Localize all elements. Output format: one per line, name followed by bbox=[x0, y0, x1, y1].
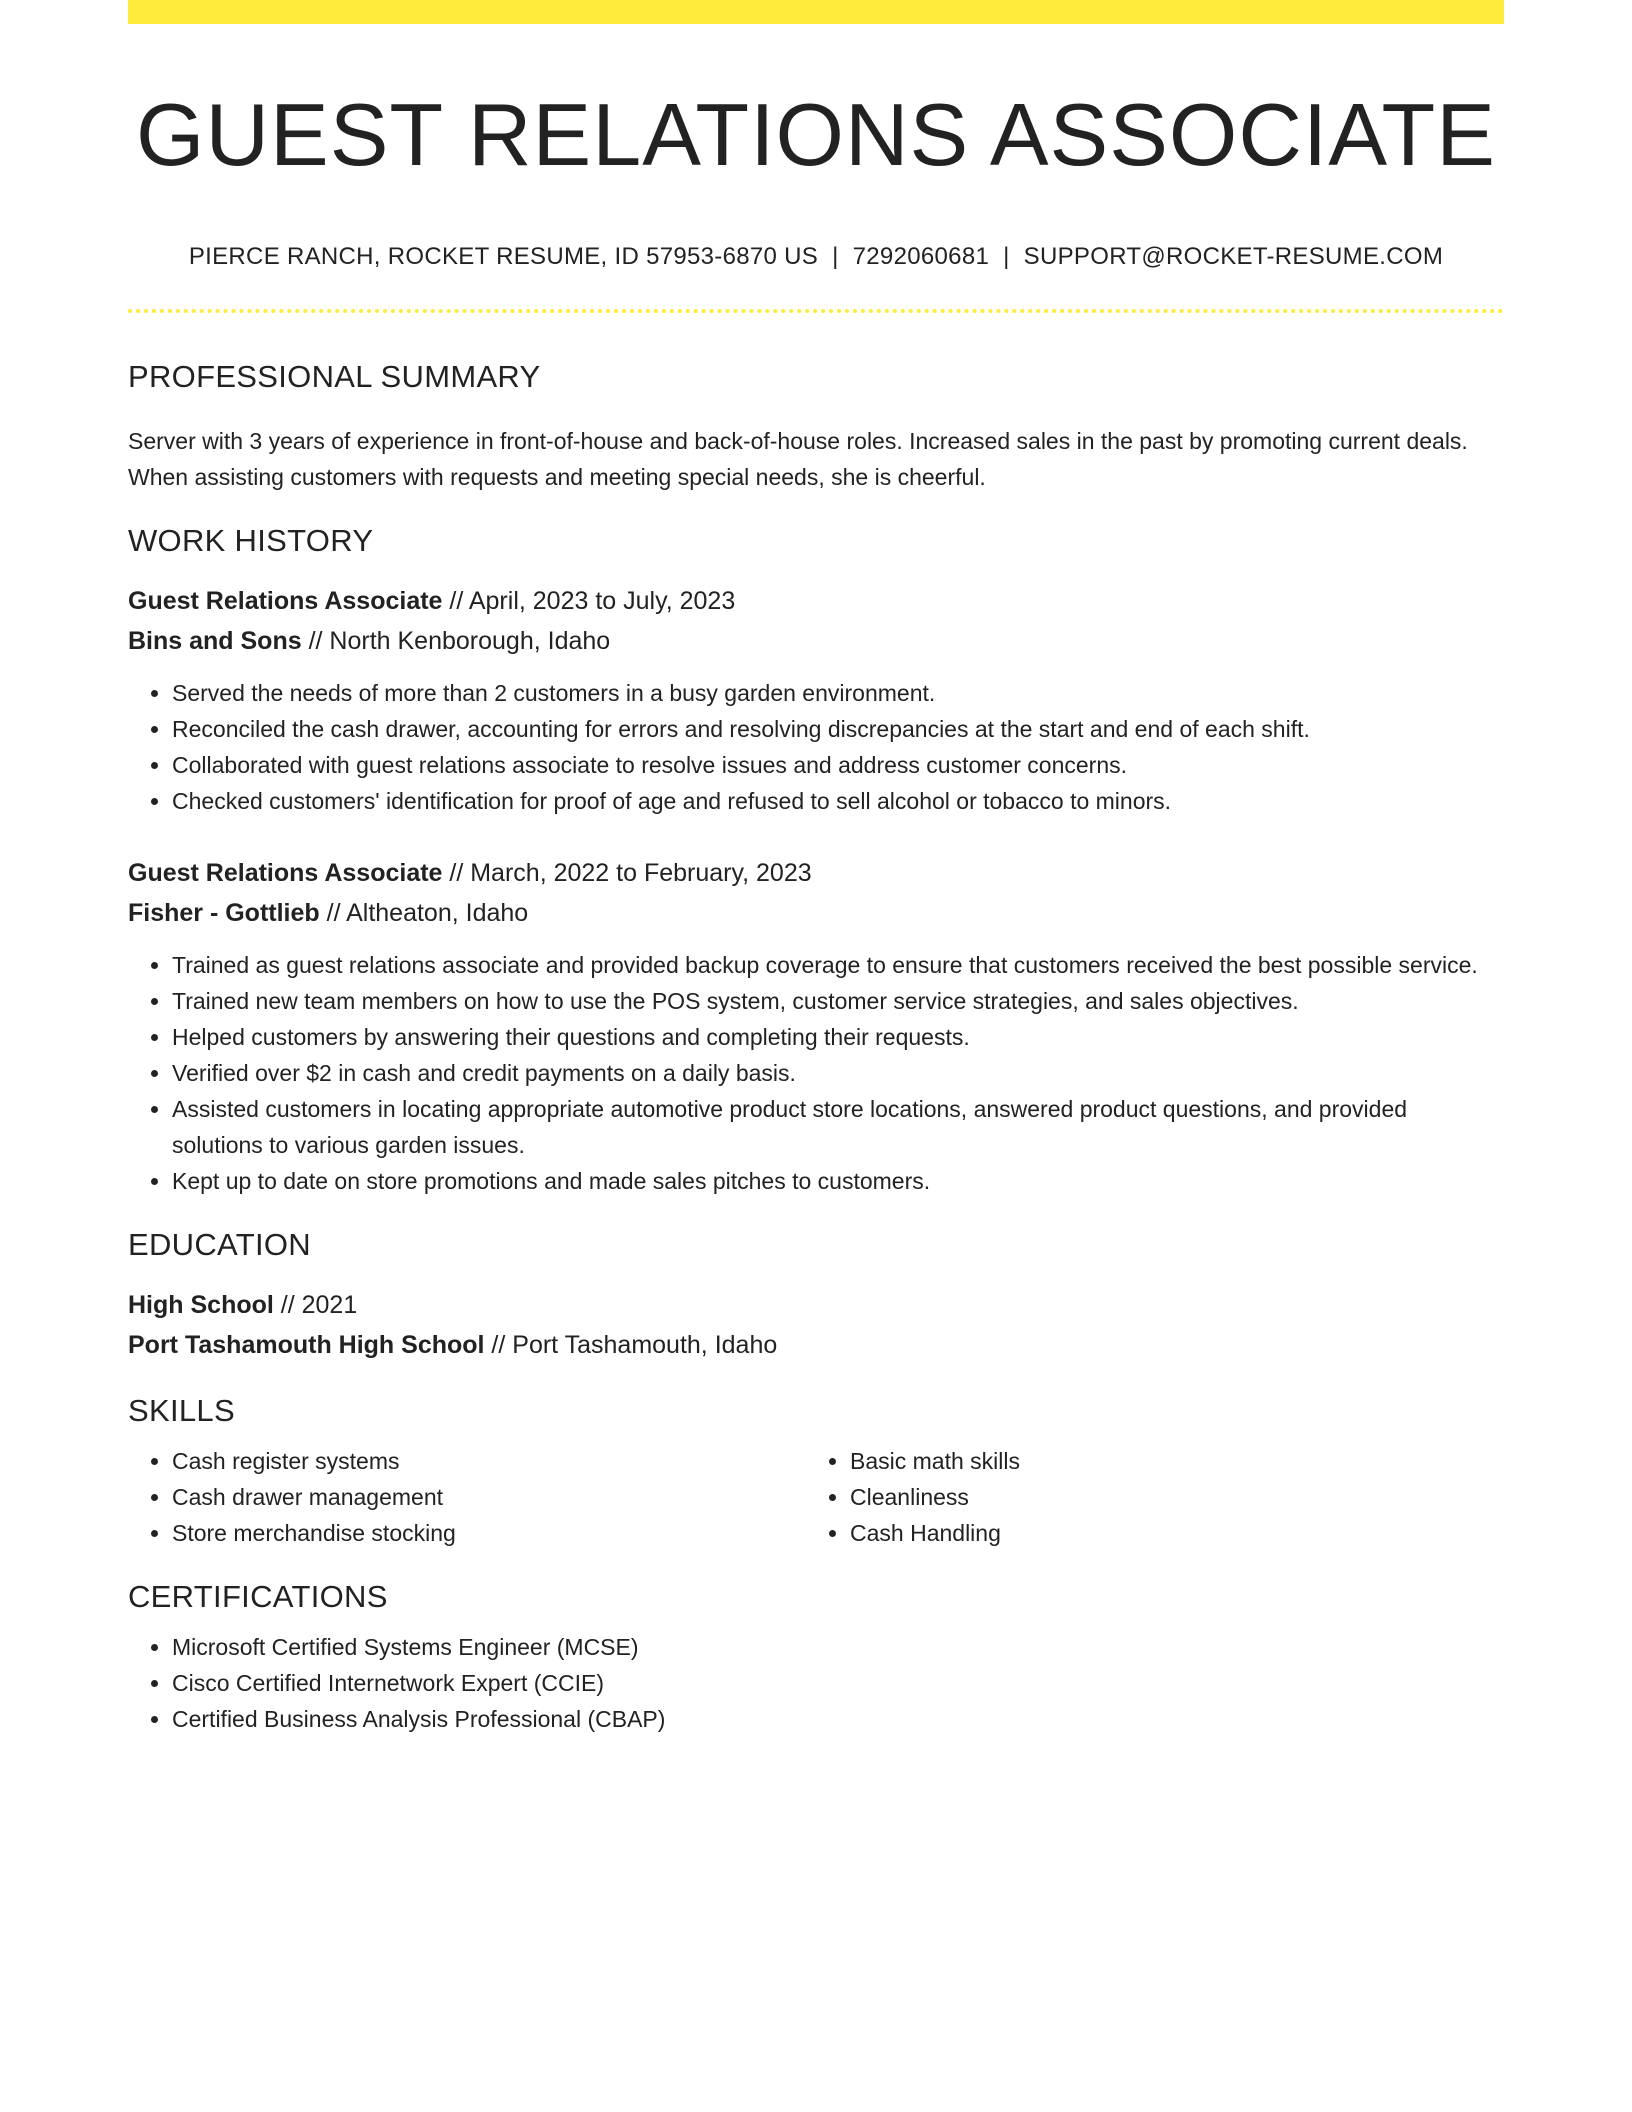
skill-item: • Cleanliness bbox=[850, 1479, 1484, 1515]
job-location: // North Kenborough, Idaho bbox=[301, 627, 611, 656]
skills-heading: SKILLS bbox=[128, 1393, 235, 1429]
job-bullet: • Reconciled the cash drawer, accounting for errors and resolving discrepancies at the start and end of each shift. bbox=[172, 711, 1504, 747]
contact-separator: | bbox=[1003, 243, 1010, 271]
job-title-line bbox=[128, 581, 1504, 621]
education-year: // 2021 bbox=[273, 1291, 358, 1320]
job-bullet: • Checked customers' identification for proof of age and refused to sell alcohol or tobacco to minors. bbox=[172, 783, 1504, 819]
job-role: Guest Relations Associate bbox=[128, 587, 443, 616]
job-title-line bbox=[128, 853, 1504, 893]
job-bullet: • Trained as guest relations associate and provided backup coverage to ensure that customers received the best possible service. bbox=[172, 947, 1504, 983]
header-divider bbox=[128, 309, 1504, 313]
job-bullet: • Helped customers by answering their questions and completing their requests. bbox=[172, 1019, 1504, 1055]
job-bullet: • Trained new team members on how to use the POS system, customer service strategies, and sales objectives. bbox=[172, 983, 1504, 1019]
skills-grid bbox=[128, 1443, 1504, 1551]
education-entry bbox=[128, 1285, 1504, 1365]
contact-separator: | bbox=[832, 243, 839, 271]
certifications-heading: CERTIFICATIONS bbox=[128, 1579, 388, 1615]
job-bullet: • Assisted customers in locating appropriate automotive product store locations, answered product questions, and provided solutions to various garden issues. bbox=[172, 1091, 1504, 1163]
work-history-heading: WORK HISTORY bbox=[128, 523, 374, 559]
contact-address: PIERCE RANCH, ROCKET RESUME, ID 57953-6870 US bbox=[188, 243, 819, 271]
skill-item: • Basic math skills bbox=[850, 1443, 1484, 1479]
certification-item: • Certified Business Analysis Professional (CBAP) bbox=[172, 1701, 1504, 1737]
top-accent-bar bbox=[128, 0, 1504, 24]
summary-heading: PROFESSIONAL SUMMARY bbox=[128, 359, 541, 395]
job-bullets bbox=[128, 947, 1504, 1199]
job-company: Fisher - Gottlieb bbox=[128, 899, 320, 928]
job-entry bbox=[128, 853, 1504, 1199]
job-entry bbox=[128, 581, 1504, 819]
certification-item: • Cisco Certified Internetwork Expert (CCIE) bbox=[172, 1665, 1504, 1701]
contact-email: SUPPORT@ROCKET-RESUME.COM bbox=[1023, 243, 1444, 271]
skills-column-left bbox=[128, 1443, 806, 1551]
education-school: Port Tashamouth High School bbox=[128, 1331, 485, 1360]
job-bullet: • Kept up to date on store promotions and made sales pitches to customers. bbox=[172, 1163, 1504, 1199]
contact-phone: 7292060681 bbox=[852, 243, 990, 271]
job-bullets bbox=[128, 675, 1504, 819]
education-location: // Port Tashamouth, Idaho bbox=[484, 1331, 778, 1360]
job-bullet: • Verified over $2 in cash and credit payments on a daily basis. bbox=[172, 1055, 1504, 1091]
job-dates: // April, 2023 to July, 2023 bbox=[442, 587, 736, 616]
education-degree-line bbox=[128, 1285, 1504, 1325]
education-heading: EDUCATION bbox=[128, 1227, 311, 1263]
job-company-line bbox=[128, 621, 1504, 661]
skills-column-right bbox=[806, 1443, 1484, 1551]
certifications-list bbox=[128, 1629, 1504, 1737]
resume-page bbox=[128, 0, 1504, 1737]
education-school-line bbox=[128, 1325, 1504, 1365]
job-bullet: • Served the needs of more than 2 customers in a busy garden environment. bbox=[172, 675, 1504, 711]
skill-item: • Store merchandise stocking bbox=[172, 1515, 806, 1551]
job-location: // Altheaton, Idaho bbox=[319, 899, 529, 928]
education-degree: High School bbox=[128, 1291, 274, 1320]
skill-item: • Cash drawer management bbox=[172, 1479, 806, 1515]
skill-item: • Cash register systems bbox=[172, 1443, 806, 1479]
contact-line bbox=[128, 243, 1504, 271]
job-company-line bbox=[128, 893, 1504, 933]
job-company: Bins and Sons bbox=[128, 627, 302, 656]
job-bullet: • Collaborated with guest relations associate to resolve issues and address customer concerns. bbox=[172, 747, 1504, 783]
job-dates: // March, 2022 to February, 2023 bbox=[442, 859, 812, 888]
resume-name: GUEST RELATIONS ASSOCIATE bbox=[136, 85, 1496, 184]
summary-text: Server with 3 years of experience in front-of-house and back-of-house roles. Increased sales in the past by promoting current deals. When assisting customers with requests and meeting special needs, she is cheerful. bbox=[128, 428, 1468, 491]
job-role: Guest Relations Associate bbox=[128, 859, 443, 888]
skill-item: • Cash Handling bbox=[850, 1515, 1484, 1551]
certification-item: • Microsoft Certified Systems Engineer (MCSE) bbox=[172, 1629, 1504, 1665]
